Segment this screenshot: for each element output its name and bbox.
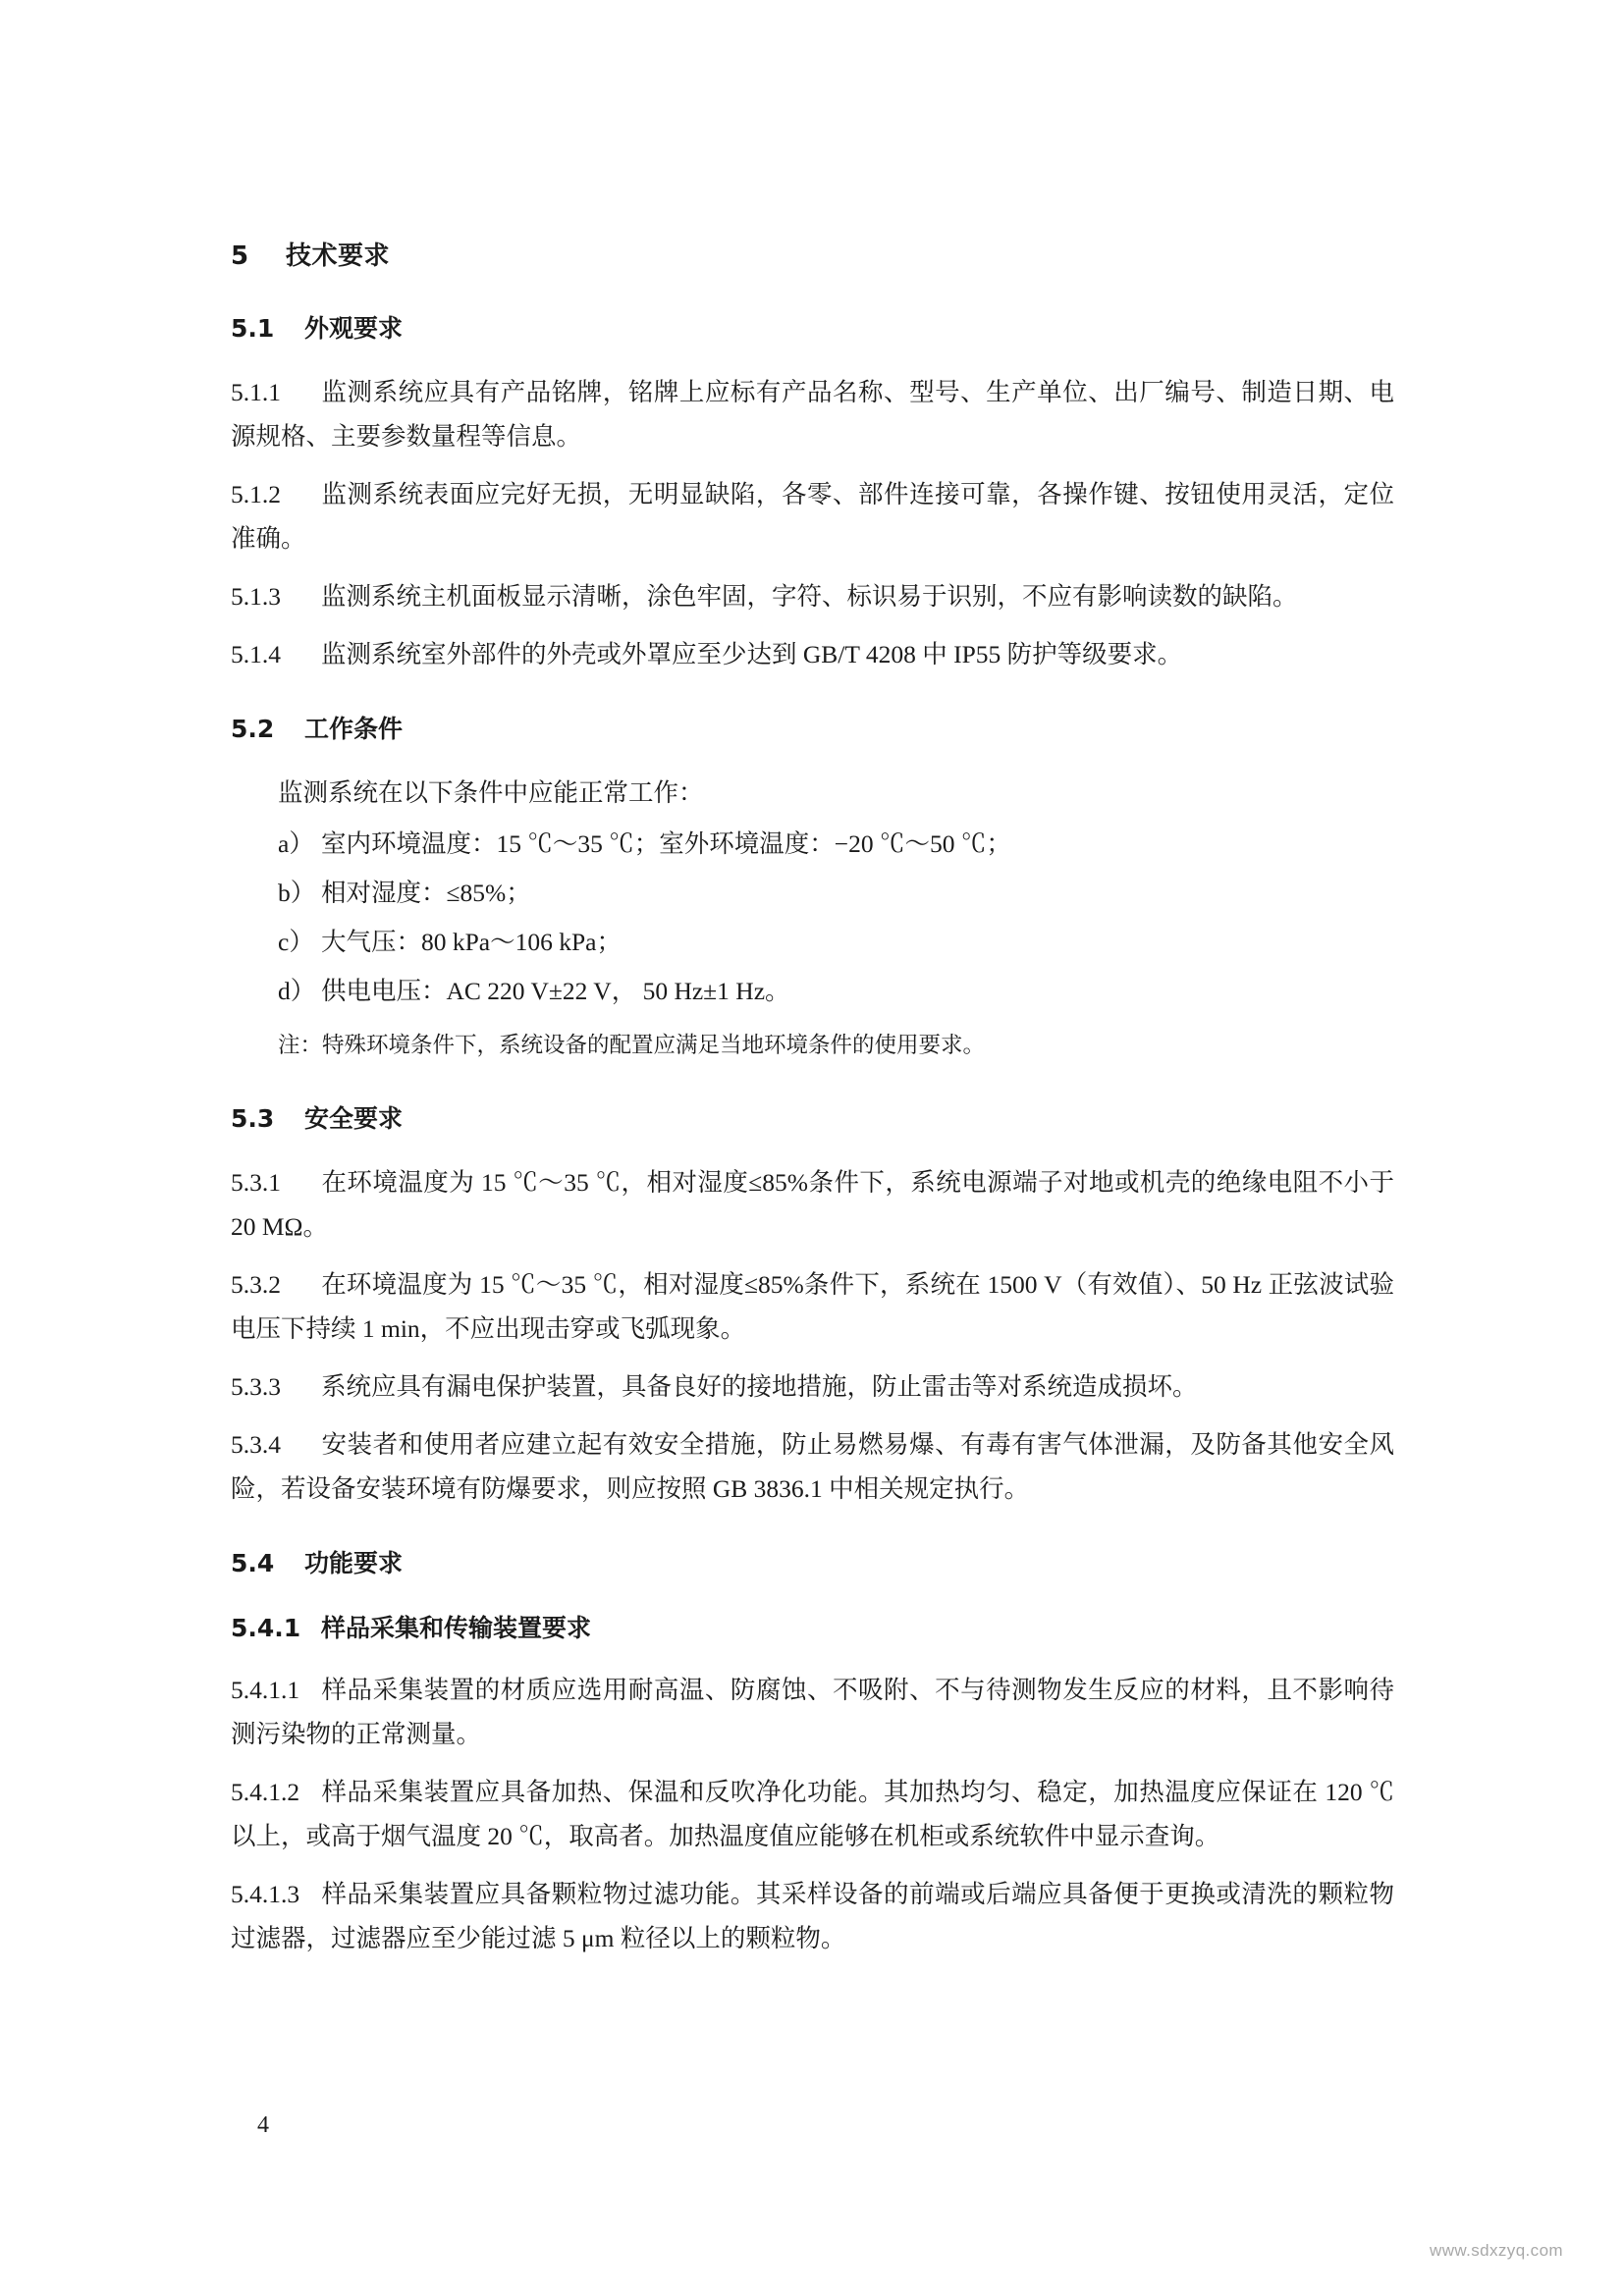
clause-text: 监测系统室外部件的外壳或外罩应至少达到 GB/T 4208 中 IP55 防护等级要求。 — [321, 640, 1183, 668]
heading-section-5-2 — [231, 710, 1394, 745]
clause-label: 5.3.1 — [231, 1168, 281, 1197]
clause-text: 样品采集装置应具备加热、保温和反吹净化功能。其加热均匀、稳定，加热温度应保证在 120 ℃以上，或高于烟气温度 20 ℃，取高者。加热温度值应能够在机柜或系统软件中显示查询。 — [231, 1778, 1394, 1850]
heading-section-5-4 — [231, 1544, 1394, 1579]
list-item — [231, 968, 1394, 1015]
list-item — [231, 870, 1394, 917]
heading-title: 工作条件 — [304, 715, 404, 743]
clause-label: 5.3.3 — [231, 1372, 281, 1401]
condition-list — [231, 821, 1394, 1015]
list-marker: a） — [278, 829, 314, 858]
paragraph-5-4-1-3 — [231, 1872, 1394, 1960]
paragraph-5-3-4 — [231, 1422, 1394, 1511]
heading-title: 技术要求 — [286, 241, 391, 271]
heading-section-5-3 — [231, 1099, 1394, 1135]
list-lead-in-5-2: 监测系统在以下条件中应能正常工作： — [278, 778, 704, 807]
list-item-text: 大气压：80 kPa～106 kPa； — [321, 928, 623, 956]
note-5-2: 注：特殊环境条件下，系统设备的配置应满足当地环境条件的使用要求。 — [278, 1033, 986, 1057]
watermark: www.sdxzyq.com — [1430, 2241, 1563, 2260]
clause-label: 5.4.1.2 — [231, 1778, 300, 1806]
heading-section-5-1 — [231, 309, 1394, 345]
page-content — [231, 236, 1394, 1960]
list-item-text: 供电电压：AC 220 V±22 V， 50 Hz±1 Hz。 — [321, 977, 790, 1005]
heading-number: 5.3 — [231, 1104, 275, 1133]
clause-label: 5.1.2 — [231, 480, 281, 508]
clause-label: 5.1.4 — [231, 640, 281, 668]
clause-text: 样品采集装置应具备颗粒物过滤功能。其采样设备的前端或后端应具备便于更换或清洗的颗粒物过滤器，过滤器应至少能过滤 5 μm 粒径以上的颗粒物。 — [231, 1880, 1394, 1952]
clause-label: 5.4.1.1 — [231, 1676, 300, 1704]
heading-title: 安全要求 — [304, 1104, 404, 1133]
clause-label: 5.3.2 — [231, 1270, 281, 1299]
list-item — [231, 821, 1394, 868]
heading-title: 功能要求 — [304, 1549, 404, 1577]
heading-section-5 — [231, 236, 1394, 272]
paragraph-5-4-1-2 — [231, 1770, 1394, 1858]
clause-label: 5.4.1.3 — [231, 1880, 300, 1908]
heading-number: 5.4.1 — [231, 1614, 301, 1642]
paragraph-5-1-3 — [231, 574, 1394, 618]
clause-text: 样品采集装置的材质应选用耐高温、防腐蚀、不吸附、不与待测物发生反应的材料，且不影响待测污染物的正常测量。 — [231, 1676, 1394, 1748]
list-marker: c） — [278, 928, 314, 956]
paragraph-5-3-2 — [231, 1262, 1394, 1351]
list-item — [231, 919, 1394, 966]
clause-text: 安装者和使用者应建立起有效安全措施，防止易燃易爆、有毒有害气体泄漏，及防备其他安全风险，若设备安装环境有防爆要求，则应按照 GB 3836.1 中相关规定执行。 — [231, 1430, 1394, 1503]
heading-number: 5.1 — [231, 314, 275, 343]
paragraph-5-1-1 — [231, 370, 1394, 458]
page-number: 4 — [257, 2112, 269, 2138]
paragraph-5-1-2 — [231, 472, 1394, 561]
heading-title: 外观要求 — [304, 314, 404, 343]
heading-title: 样品采集和传输装置要求 — [321, 1614, 592, 1642]
list-marker: d） — [278, 977, 316, 1005]
clause-label: 5.3.4 — [231, 1430, 281, 1459]
heading-number: 5 — [231, 241, 249, 271]
paragraph-5-3-1 — [231, 1160, 1394, 1249]
paragraph-5-3-3 — [231, 1364, 1394, 1409]
clause-text: 监测系统表面应完好无损，无明显缺陷，各零、部件连接可靠，各操作键、按钮使用灵活，定位准确。 — [231, 480, 1394, 553]
clause-text: 在环境温度为 15 ℃～35 ℃，相对湿度≤85%条件下，系统电源端子对地或机壳的绝缘电阻不小于 20 MΩ。 — [231, 1168, 1394, 1241]
clause-text: 监测系统主机面板显示清晰，涂色牢固，字符、标识易于识别，不应有影响读数的缺陷。 — [321, 582, 1298, 611]
clause-label: 5.1.3 — [231, 582, 281, 611]
heading-section-5-4-1 — [231, 1609, 1394, 1644]
paragraph-5-4-1-1 — [231, 1668, 1394, 1756]
clause-text: 在环境温度为 15 ℃～35 ℃，相对湿度≤85%条件下，系统在 1500 V（有效值）、50 Hz 正弦波试验电压下持续 1 min，不应出现击穿或飞弧现象。 — [231, 1270, 1394, 1343]
paragraph-5-1-4 — [231, 632, 1394, 676]
heading-number: 5.2 — [231, 715, 275, 743]
clause-label: 5.1.1 — [231, 378, 281, 406]
list-item-text: 室内环境温度：15 ℃～35 ℃；室外环境温度：−20 ℃～50 ℃； — [321, 829, 1011, 858]
clause-text: 监测系统应具有产品铭牌，铭牌上应标有产品名称、型号、生产单位、出厂编号、制造日期、电源规格、主要参数量程等信息。 — [231, 378, 1394, 451]
clause-text: 系统应具有漏电保护装置，具备良好的接地措施，防止雷击等对系统造成损坏。 — [321, 1372, 1198, 1401]
list-item-text: 相对湿度：≤85%； — [321, 879, 531, 907]
heading-number: 5.4 — [231, 1549, 275, 1577]
list-marker: b） — [278, 879, 316, 907]
